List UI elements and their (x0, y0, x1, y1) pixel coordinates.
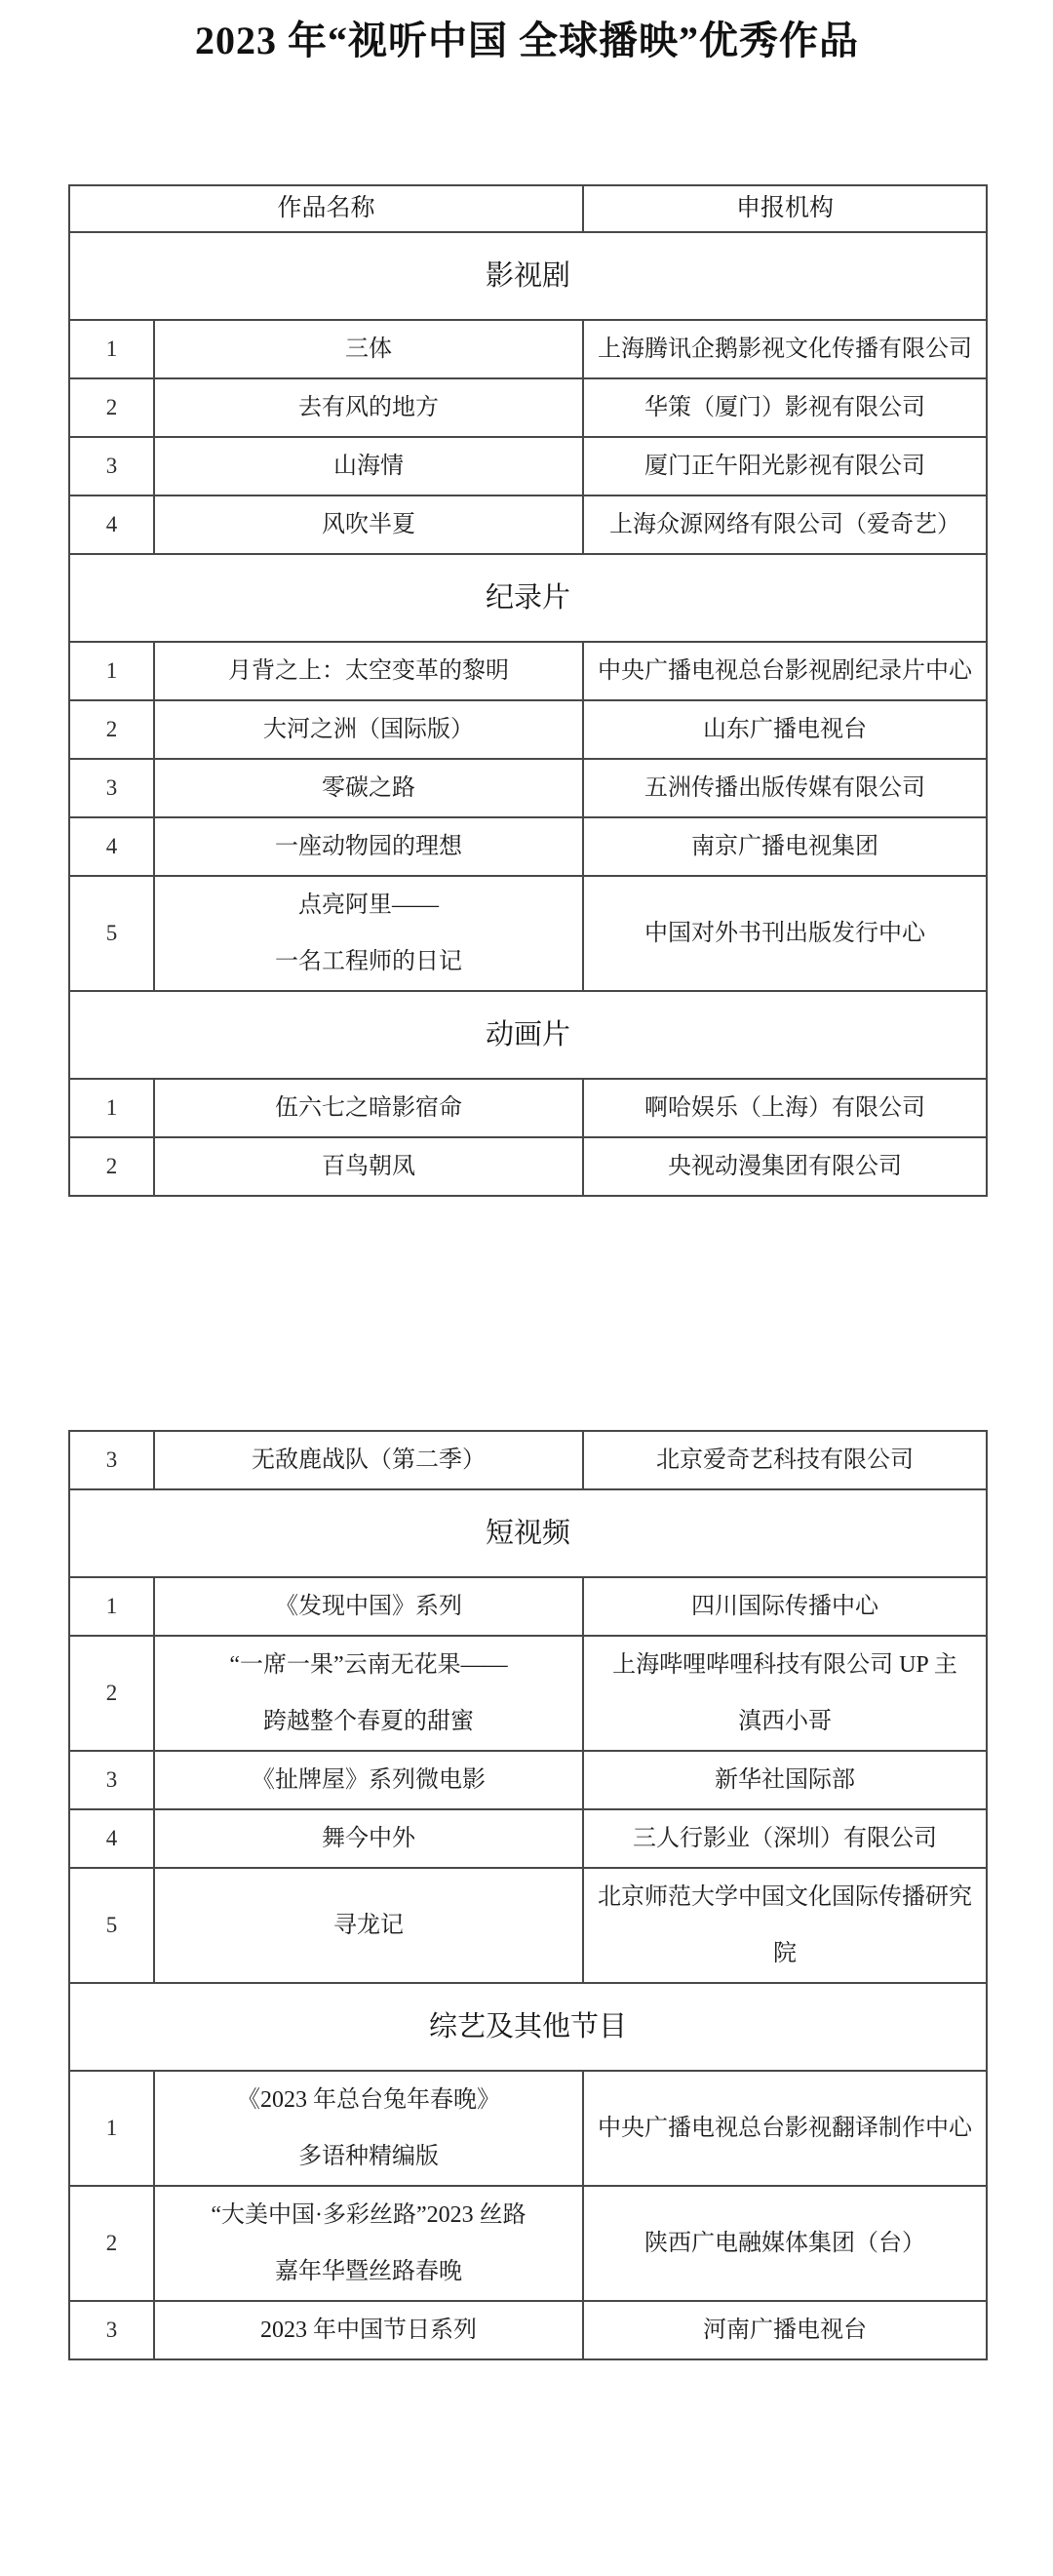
org-cell (583, 1868, 987, 1983)
cell-line: 零碳之路 (322, 775, 415, 801)
cell-line: 《扯牌屋》系列微电影 (252, 1767, 486, 1793)
row-index-cell (69, 642, 154, 700)
table-row (69, 759, 987, 817)
section-row (69, 232, 987, 320)
org-cell (583, 320, 987, 378)
cell-line: 河南广播电视台 (703, 2318, 867, 2343)
org-cell (583, 2301, 987, 2359)
cell-line: 滇西小哥 (738, 1709, 832, 1734)
work-name-cell (154, 378, 583, 437)
works-table-page-1 (68, 184, 988, 1197)
table-row (69, 437, 987, 495)
cell-line: 2 (105, 717, 118, 741)
row-index-cell (69, 1431, 154, 1489)
cell-line: 1 (105, 1095, 118, 1120)
table-row (69, 876, 987, 991)
cell-line: 风吹半夏 (322, 512, 415, 537)
cell-line: 3 (105, 1447, 118, 1472)
cell-line: 院 (773, 1941, 797, 1966)
section-row (69, 991, 987, 1079)
row-index-cell (69, 2071, 154, 2186)
cell-line: 1 (105, 658, 118, 683)
work-name-cell (154, 1431, 583, 1489)
cell-line: 陕西广电融媒体集团（台） (644, 2231, 925, 2256)
org-cell (583, 495, 987, 554)
cell-line: 2023 年中国节日系列 (260, 2318, 477, 2343)
work-name-cell (154, 2071, 583, 2186)
section-label: 综艺及其他节目 (69, 1983, 987, 2071)
section-row (69, 554, 987, 642)
cell-line: 《发现中国》系列 (275, 1594, 462, 1619)
org-cell (583, 1809, 987, 1868)
row-index-cell (69, 495, 154, 554)
cell-line: 北京师范大学中国文化国际传播研究 (598, 1884, 972, 1910)
cell-line: 中央广播电视总台影视翻译制作中心 (598, 2116, 972, 2141)
work-name-cell (154, 1577, 583, 1636)
cell-line: “一席一果”云南无花果—— (229, 1652, 508, 1678)
org-cell (583, 1636, 987, 1751)
cell-line: 《2023 年总台兔年春晚》 (237, 2087, 500, 2113)
row-index-cell (69, 1577, 154, 1636)
org-cell (583, 378, 987, 437)
cell-line: 四川国际传播中心 (691, 1594, 878, 1619)
work-name-cell (154, 817, 583, 876)
org-cell (583, 700, 987, 759)
work-name-cell (154, 495, 583, 554)
table-row (69, 1431, 987, 1489)
cell-line: 北京爱奇艺科技有限公司 (656, 1447, 914, 1473)
org-header-cell: 申报机构 (583, 185, 987, 232)
document-page (68, 0, 986, 2360)
table-row (69, 495, 987, 554)
row-index-cell (69, 2186, 154, 2301)
cell-line: 5 (105, 921, 118, 945)
work-name-cell (154, 2301, 583, 2359)
cell-line: 一座动物园的理想 (275, 834, 462, 859)
cell-line: 2 (105, 395, 118, 419)
org-cell (583, 876, 987, 991)
cell-line: 寻龙记 (333, 1913, 404, 1938)
table-row (69, 2186, 987, 2301)
cell-line: 1 (105, 1594, 118, 1618)
works-table-page-2 (68, 1430, 988, 2360)
work-name-cell (154, 1636, 583, 1751)
table-row (69, 1868, 987, 1983)
cell-line: 嘉年华暨丝路春晚 (275, 2259, 462, 2284)
row-index-cell (69, 1636, 154, 1751)
table-row (69, 1577, 987, 1636)
cell-line: 上海哔哩哔哩科技有限公司 UP 主 (612, 1652, 957, 1678)
cell-line: 跨越整个春夏的甜蜜 (263, 1709, 474, 1734)
cell-line: 3 (105, 1767, 118, 1792)
row-index-cell (69, 700, 154, 759)
cell-line: 3 (105, 775, 118, 800)
cell-line: 南京广播电视集团 (691, 834, 879, 859)
section-label: 动画片 (69, 991, 987, 1079)
org-cell (583, 2071, 987, 2186)
org-cell (583, 1751, 987, 1809)
table-row (69, 1137, 987, 1196)
table-row (69, 1636, 987, 1751)
row-index-cell (69, 1079, 154, 1137)
cell-line: 中国对外书刊出版发行中心 (644, 921, 926, 946)
work-name-cell (154, 1079, 583, 1137)
cell-line: 啊哈娱乐（上海）有限公司 (644, 1095, 926, 1121)
cell-line: “大美中国·多彩丝路”2023 丝路 (211, 2202, 526, 2228)
row-index-cell (69, 1751, 154, 1809)
work-name-cell (154, 1868, 583, 1983)
work-name-header-cell: 作品名称 (69, 185, 583, 232)
cell-line: 一名工程师的日记 (275, 949, 462, 974)
org-cell (583, 1137, 987, 1196)
cell-line: 央视动漫集团有限公司 (668, 1154, 903, 1179)
cell-line: 百鸟朝凤 (322, 1154, 415, 1179)
cell-line: 山海情 (333, 454, 404, 479)
row-index-cell (69, 1809, 154, 1868)
cell-line: 4 (105, 834, 118, 858)
row-index-cell (69, 320, 154, 378)
org-cell (583, 437, 987, 495)
row-index-cell (69, 1137, 154, 1196)
work-name-cell (154, 437, 583, 495)
work-name-cell (154, 876, 583, 991)
cell-line: 点亮阿里—— (298, 892, 439, 918)
cell-line: 三人行影业（深圳）有限公司 (633, 1826, 937, 1851)
org-cell (583, 817, 987, 876)
cell-line: 中央广播电视总台影视剧纪录片中心 (598, 658, 973, 684)
table-row (69, 2301, 987, 2359)
cell-line: 2 (105, 1681, 118, 1705)
cell-line: 多语种精编版 (298, 2144, 439, 2169)
org-cell (583, 759, 987, 817)
cell-line: 上海众源网络有限公司（爱奇艺） (609, 512, 961, 537)
cell-line: 三体 (345, 337, 392, 362)
work-name-cell (154, 1809, 583, 1868)
cell-line: 厦门正午阳光影视有限公司 (644, 454, 926, 479)
section-label: 影视剧 (69, 232, 987, 320)
table-row (69, 320, 987, 378)
cell-line: 伍六七之暗影宿命 (275, 1095, 462, 1121)
cell-line: 华策（厦门）影视有限公司 (644, 395, 926, 420)
cell-line: 1 (105, 2116, 118, 2140)
org-cell (583, 1431, 987, 1489)
cell-line: 2 (105, 2231, 118, 2255)
section-label: 短视频 (69, 1489, 987, 1577)
table-row (69, 2071, 987, 2186)
section-label: 纪录片 (69, 554, 987, 642)
cell-line: 4 (105, 1826, 118, 1850)
table-row (69, 817, 987, 876)
work-name-cell (154, 1751, 583, 1809)
work-name-cell (154, 2186, 583, 2301)
cell-line: 新华社国际部 (715, 1767, 855, 1793)
cell-line: 五洲传播出版传媒有限公司 (644, 775, 926, 801)
tables-container (68, 184, 986, 2360)
cell-line: 大河之洲（国际版） (263, 717, 474, 742)
cell-line: 5 (105, 1913, 118, 1937)
page-title: 2023 年“视听中国 全球播映”优秀作品 (195, 19, 859, 62)
row-index-cell (69, 437, 154, 495)
table-row (69, 378, 987, 437)
work-name-cell (154, 1137, 583, 1196)
cell-line: 月背之上：太空变革的黎明 (228, 658, 509, 684)
cell-line: 无敌鹿战队（第二季） (252, 1447, 486, 1473)
table-row (69, 642, 987, 700)
work-name-cell (154, 759, 583, 817)
table-row (69, 1079, 987, 1137)
cell-line: 4 (105, 512, 118, 536)
row-index-cell (69, 817, 154, 876)
org-cell (583, 642, 987, 700)
work-name-cell (154, 642, 583, 700)
cell-line: 去有风的地方 (298, 395, 439, 420)
cell-line: 2 (105, 1154, 118, 1178)
cell-line: 3 (105, 2318, 118, 2342)
section-row (69, 1983, 987, 2071)
table-row (69, 1809, 987, 1868)
org-cell (583, 1577, 987, 1636)
row-index-cell (69, 759, 154, 817)
cell-line: 山东广播电视台 (703, 717, 868, 742)
row-index-cell (69, 2301, 154, 2359)
row-index-cell (69, 378, 154, 437)
cell-line: 上海腾讯企鹅影视文化传播有限公司 (598, 337, 973, 362)
table-row (69, 700, 987, 759)
work-name-cell (154, 320, 583, 378)
row-index-cell (69, 876, 154, 991)
table-row (69, 1751, 987, 1809)
section-row (69, 1489, 987, 1577)
work-name-cell (154, 700, 583, 759)
cell-line: 舞今中外 (322, 1826, 415, 1851)
cell-line: 3 (105, 454, 118, 478)
org-cell (583, 2186, 987, 2301)
row-index-cell (69, 1868, 154, 1983)
table-header-row (69, 185, 987, 232)
cell-line: 1 (105, 337, 118, 361)
org-cell (583, 1079, 987, 1137)
